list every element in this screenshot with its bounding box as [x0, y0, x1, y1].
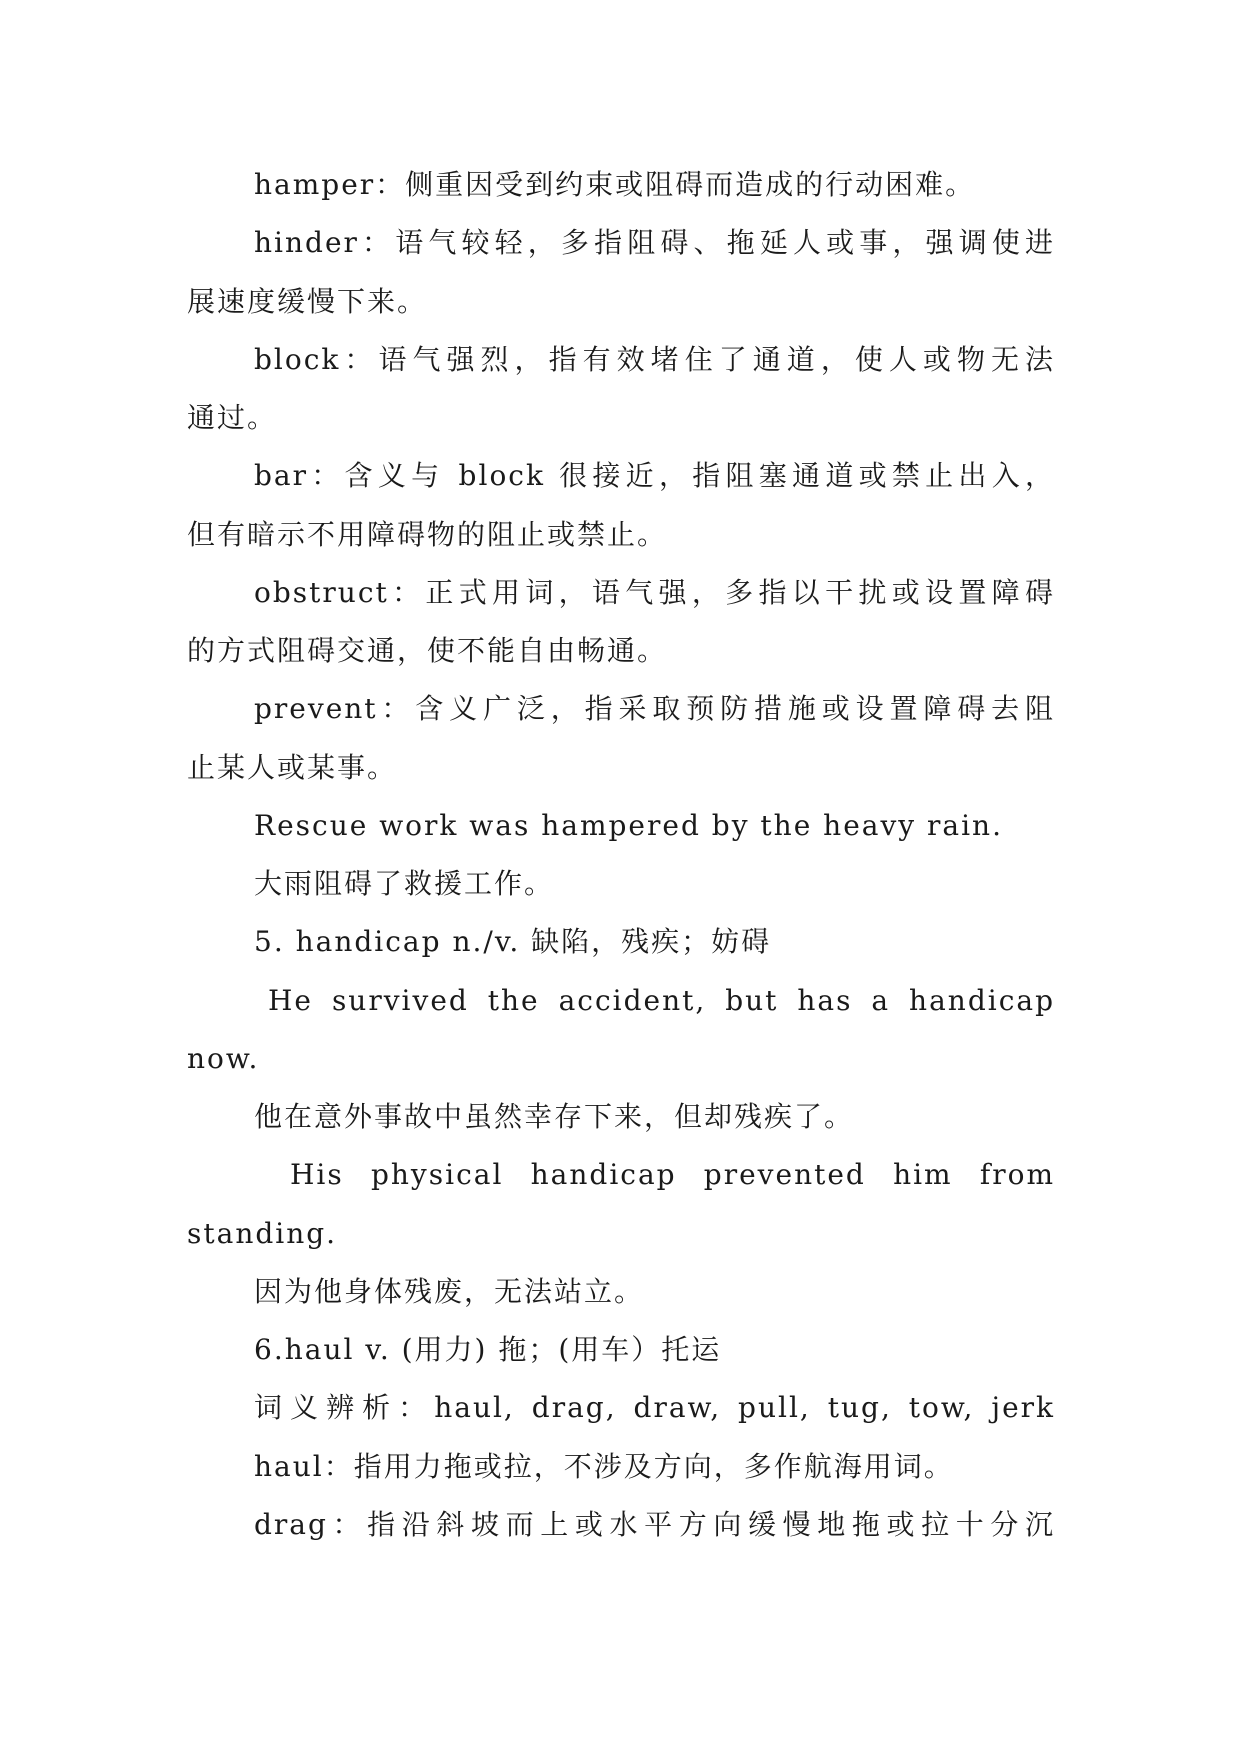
text-line: 6.haul v. (用力) 拖；(用车）托运: [254, 1333, 722, 1366]
text-line: obstruct：正式用词，语气强，多指以干扰或设置障碍: [254, 576, 1055, 609]
text-line: 大雨阻碍了救援工作。: [254, 867, 555, 900]
text-line: drag：指沿斜坡而上或水平方向缓慢地拖或拉十分沉: [254, 1508, 1055, 1541]
text-line: block：语气强烈，指有效堵住了通道，使人或物无法: [254, 343, 1055, 376]
text-line: 5. handicap n./v. 缺陷，残疾；妨碍: [254, 925, 772, 958]
text-line: now.: [187, 1042, 260, 1075]
text-line: His physical handicap prevented him from: [290, 1158, 1055, 1191]
text-line: hamper：侧重因受到约束或阻碍而造成的行动困难。: [254, 168, 976, 201]
text-line: He survived the accident, but has a handicap: [268, 984, 1055, 1017]
text-line: 因为他身体残废，无法站立。: [254, 1275, 645, 1308]
text-line: 的方式阻碍交通，使不能自由畅通。: [187, 634, 668, 667]
text-line: 展速度缓慢下来。: [187, 285, 428, 318]
text-line: 词义辨析：haul, drag, draw, pull, tug, tow, jerk: [254, 1391, 1055, 1424]
text-line: 他在意外事故中虽然幸存下来，但却残疾了。: [254, 1100, 855, 1133]
text-line: standing.: [187, 1217, 338, 1250]
text-line: hinder：语气较轻，多指阻碍、拖延人或事，强调使进: [254, 226, 1055, 259]
text-line: haul：指用力拖或拉，不涉及方向，多作航海用词。: [254, 1450, 954, 1483]
text-line: 止某人或某事。: [187, 751, 398, 784]
text-line: prevent：含义广泛，指采取预防措施或设置障碍去阻: [254, 692, 1055, 725]
text-line: Rescue work was hampered by the heavy rain.: [254, 809, 1003, 842]
text-line: bar：含义与 block 很接近，指阻塞通道或禁止出入，: [254, 459, 1055, 492]
text-line: 但有暗示不用障碍物的阻止或禁止。: [187, 518, 668, 551]
text-line: 通过。: [187, 401, 278, 434]
